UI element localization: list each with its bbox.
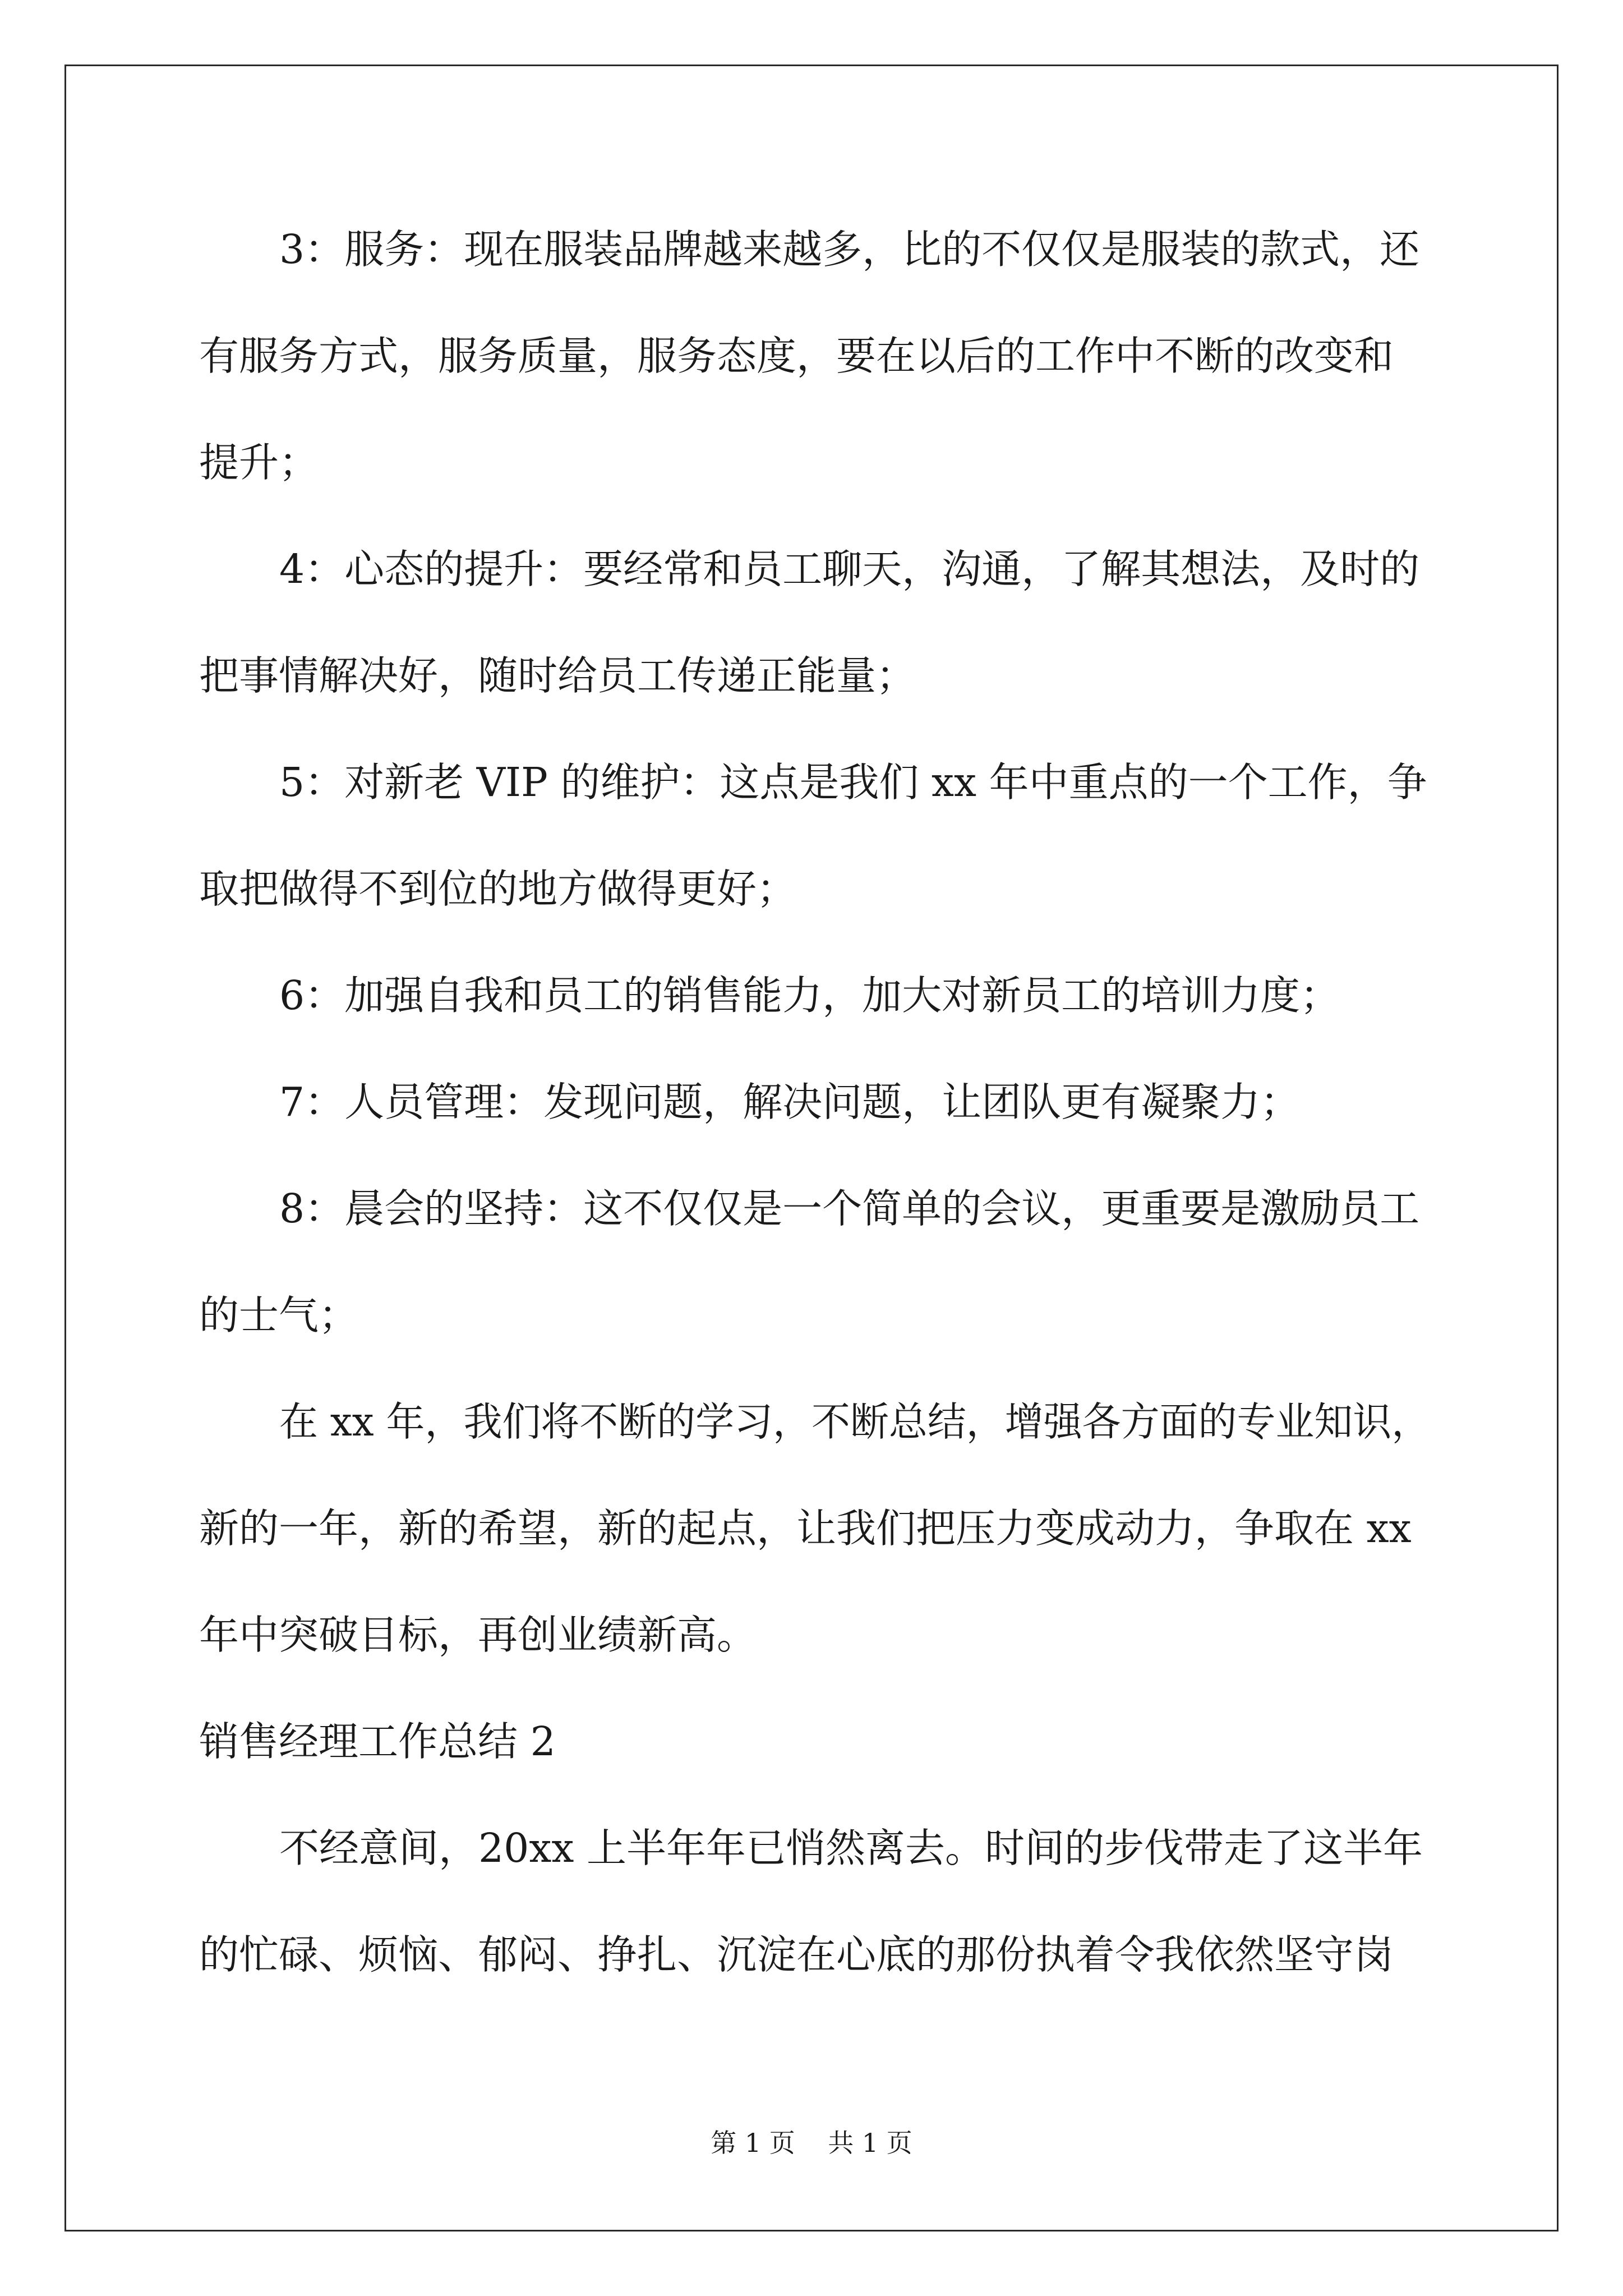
paragraph-line: 的忙碌、烦恼、郁闷、挣扎、沉淀在心底的那份执着令我依然坚守岗: [199, 1931, 1394, 1978]
paragraph-line: 的士气；: [199, 1292, 359, 1338]
paragraph-line: 提升；: [199, 439, 319, 486]
paragraph-line: 5：对新老 VIP 的维护：这点是我们 xx 年中重点的一个工作，争: [279, 759, 1427, 806]
paragraph-line: 年中突破目标，再创业绩新高。: [199, 1612, 757, 1658]
paragraph-line: 在 xx 年，我们将不断的学习，不断总结，增强各方面的专业知识，: [279, 1398, 1431, 1445]
page-border: [64, 65, 1559, 2231]
paragraph-line: 把事情解决好，随时给员工传递正能量；: [199, 652, 916, 699]
paragraph-line: 8：晨会的坚持：这不仅仅是一个简单的会议，更重要是激励员工: [279, 1185, 1420, 1232]
page-footer: 第 1 页 共 1 页: [711, 2128, 912, 2158]
paragraph-line: 7：人员管理：发现问题，解决问题，让团队更有凝聚力；: [279, 1079, 1301, 1125]
paragraph-line: 3：服务：现在服装品牌越来越多，比的不仅仅是服装的款式，还: [279, 226, 1420, 273]
section-heading: 销售经理工作总结 2: [199, 1718, 556, 1765]
paragraph-line: 新的一年，新的希望，新的起点，让我们把压力变成动力，争取在 xx: [199, 1505, 1412, 1552]
paragraph-line: 6：加强自我和员工的销售能力，加大对新员工的培训力度；: [279, 972, 1340, 1019]
paragraph-line: 取把做得不到位的地方做得更好；: [199, 866, 797, 912]
paragraph-line: 4：心态的提升：要经常和员工聊天，沟通，了解其想法，及时的: [279, 546, 1420, 592]
paragraph-line: 有服务方式，服务质量，服务态度，要在以后的工作中不断的改变和: [199, 333, 1394, 379]
paragraph-line: 不经意间，20xx 上半年年已悄然离去。时间的步伐带走了这半年: [279, 1825, 1423, 1871]
